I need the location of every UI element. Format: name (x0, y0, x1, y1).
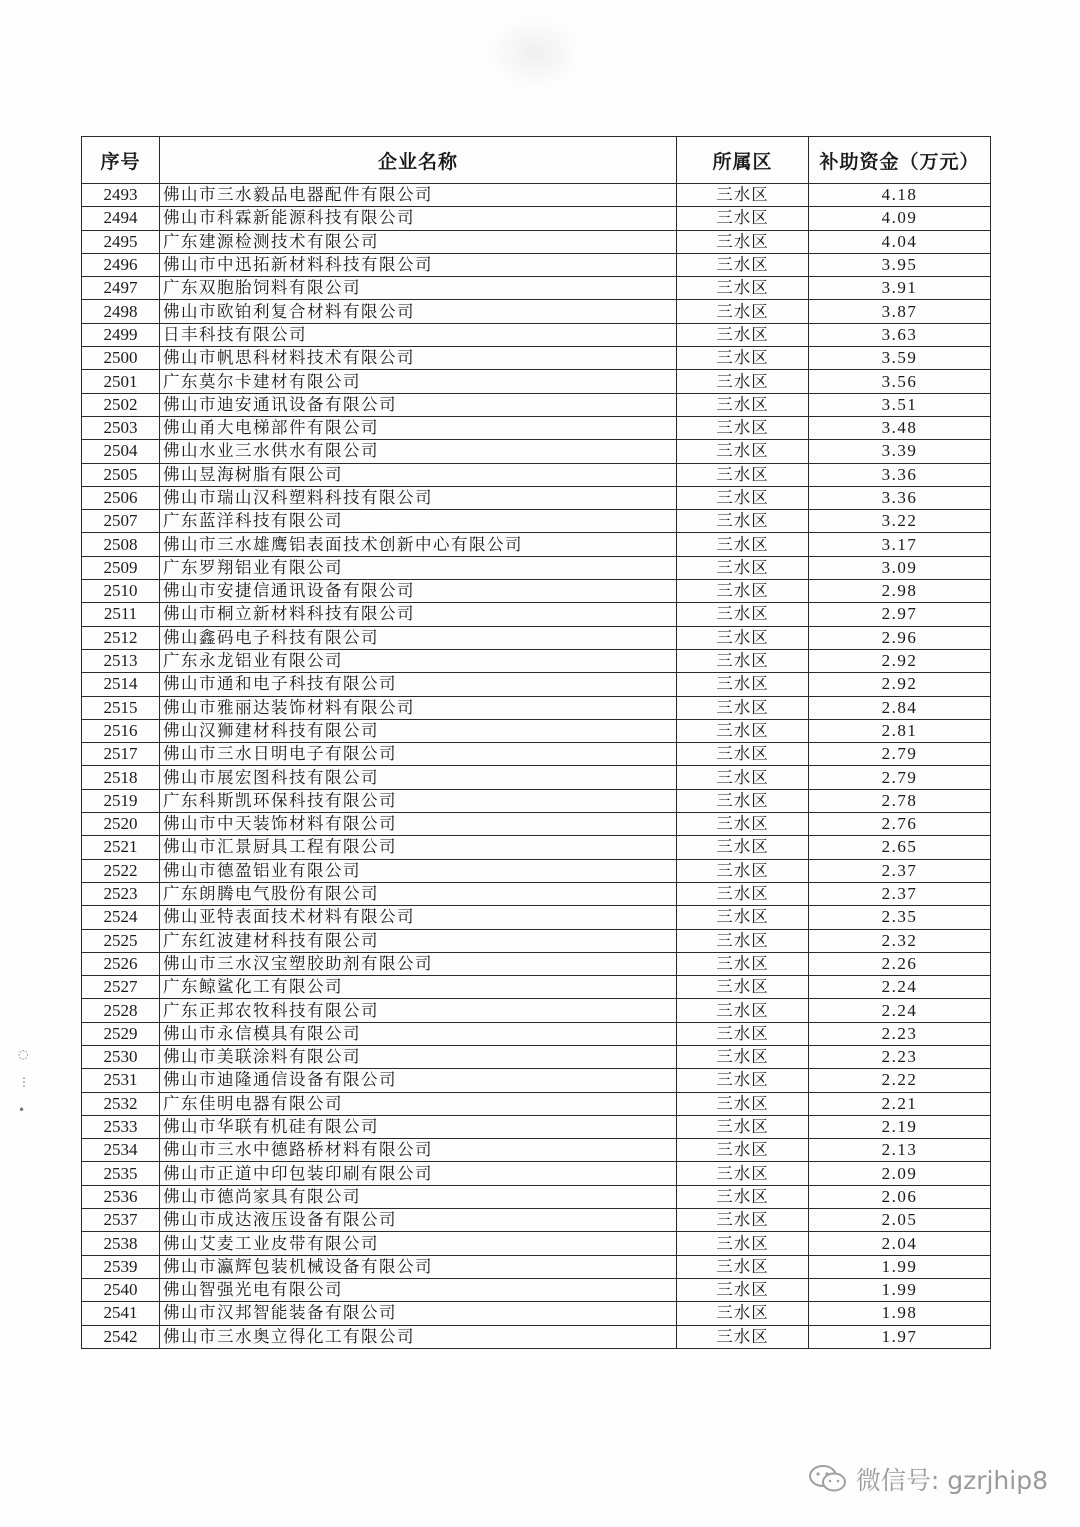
district-cell: 三水区 (677, 347, 809, 370)
table-row (82, 1325, 991, 1348)
table-row (82, 696, 991, 719)
district-cell: 三水区 (677, 1325, 809, 1348)
district-cell: 三水区 (677, 1115, 809, 1138)
table-row (82, 347, 991, 370)
table-row (82, 1022, 991, 1045)
subsidy-amount-cell: 2.09 (809, 1162, 991, 1185)
table-row (82, 416, 991, 439)
company-name-cell: 佛山市帆思科材料技术有限公司 (160, 347, 677, 370)
subsidy-amount-cell: 2.96 (809, 626, 991, 649)
subsidy-amount-cell: 2.92 (809, 649, 991, 672)
district-cell: 三水区 (677, 556, 809, 579)
table-row (82, 1278, 991, 1301)
serial-number-cell: 2503 (82, 416, 160, 439)
company-name-cell: 佛山市美联涂料有限公司 (160, 1045, 677, 1068)
district-cell: 三水区 (677, 882, 809, 905)
district-cell: 三水区 (677, 440, 809, 463)
subsidy-amount-cell: 1.97 (809, 1325, 991, 1348)
district-cell: 三水区 (677, 603, 809, 626)
table-row (82, 1069, 991, 1092)
serial-number-cell: 2517 (82, 743, 160, 766)
table-row (82, 719, 991, 742)
serial-number-cell: 2501 (82, 370, 160, 393)
subsidy-amount-cell: 4.04 (809, 230, 991, 253)
serial-number-cell: 2534 (82, 1139, 160, 1162)
table-row (82, 976, 991, 999)
company-name-cell: 佛山市瑞山汉科塑料科技有限公司 (160, 486, 677, 509)
header-row (82, 137, 991, 184)
scan-smudge (490, 18, 580, 88)
subsidy-amount-cell: 3.39 (809, 440, 991, 463)
subsidy-amount-cell: 3.63 (809, 323, 991, 346)
serial-number-cell: 2496 (82, 253, 160, 276)
serial-number-cell: 2528 (82, 999, 160, 1022)
district-cell: 三水区 (677, 743, 809, 766)
serial-number-cell: 2538 (82, 1232, 160, 1255)
company-name-cell: 佛山市中迅拓新材料科技有限公司 (160, 253, 677, 276)
table-row (82, 766, 991, 789)
table-row (82, 649, 991, 672)
wechat-icon (808, 1464, 848, 1494)
subsidy-amount-cell: 2.13 (809, 1139, 991, 1162)
serial-number-cell: 2515 (82, 696, 160, 719)
serial-number-cell: 2497 (82, 277, 160, 300)
subsidy-amount-cell: 1.98 (809, 1302, 991, 1325)
serial-number-cell: 2506 (82, 486, 160, 509)
district-cell: 三水区 (677, 1022, 809, 1045)
subsidy-amount-cell: 2.32 (809, 929, 991, 952)
table-row (82, 1209, 991, 1232)
serial-number-cell: 2541 (82, 1302, 160, 1325)
district-cell: 三水区 (677, 836, 809, 859)
subsidy-amount-cell: 3.51 (809, 393, 991, 416)
table-row (82, 1302, 991, 1325)
serial-number-cell: 2520 (82, 813, 160, 836)
district-cell: 三水区 (677, 1185, 809, 1208)
table-row (82, 603, 991, 626)
serial-number-cell: 2505 (82, 463, 160, 486)
subsidy-amount-cell: 2.84 (809, 696, 991, 719)
company-name-cell: 佛山市正道中印包装印刷有限公司 (160, 1162, 677, 1185)
serial-number-cell: 2498 (82, 300, 160, 323)
district-cell: 三水区 (677, 719, 809, 742)
subsidy-amount-cell: 3.36 (809, 486, 991, 509)
serial-number-cell: 2512 (82, 626, 160, 649)
serial-number-cell: 2522 (82, 859, 160, 882)
serial-number-cell: 2499 (82, 323, 160, 346)
district-cell: 三水区 (677, 323, 809, 346)
company-name-cell: 佛山昱海树脂有限公司 (160, 463, 677, 486)
company-name-cell: 佛山市华联有机硅有限公司 (160, 1115, 677, 1138)
subsidy-table (81, 136, 991, 1349)
serial-number-cell: 2493 (82, 184, 160, 207)
watermark-text: 微信号: gzrjhip8 (855, 1466, 1048, 1495)
subsidy-amount-cell: 2.04 (809, 1232, 991, 1255)
district-cell: 三水区 (677, 510, 809, 533)
serial-number-cell: 2494 (82, 207, 160, 230)
subsidy-amount-cell: 3.91 (809, 277, 991, 300)
district-cell: 三水区 (677, 486, 809, 509)
company-name-cell: 佛山亚特表面技术材料有限公司 (160, 906, 677, 929)
company-name-cell: 佛山智强光电有限公司 (160, 1278, 677, 1301)
district-cell: 三水区 (677, 533, 809, 556)
table-row (82, 1045, 991, 1068)
serial-number-cell: 2532 (82, 1092, 160, 1115)
serial-number-cell: 2526 (82, 952, 160, 975)
wechat-watermark (808, 1461, 1048, 1497)
serial-number-cell: 2540 (82, 1278, 160, 1301)
company-name-cell: 佛山市中天装饰材料有限公司 (160, 813, 677, 836)
subsidy-amount-cell: 2.21 (809, 1092, 991, 1115)
serial-number-cell: 2525 (82, 929, 160, 952)
subsidy-amount-cell: 2.35 (809, 906, 991, 929)
table-row (82, 836, 991, 859)
serial-number-cell: 2511 (82, 603, 160, 626)
district-cell: 三水区 (677, 1069, 809, 1092)
district-cell: 三水区 (677, 673, 809, 696)
district-cell: 三水区 (677, 952, 809, 975)
serial-number-cell: 2513 (82, 649, 160, 672)
company-name-cell: 佛山市科霖新能源科技有限公司 (160, 207, 677, 230)
district-cell: 三水区 (677, 1045, 809, 1068)
table-row (82, 1092, 991, 1115)
table-row (82, 1162, 991, 1185)
company-name-cell: 佛山市三水毅品电器配件有限公司 (160, 184, 677, 207)
district-cell: 三水区 (677, 416, 809, 439)
subsidy-amount-cell: 4.09 (809, 207, 991, 230)
subsidy-amount-cell: 4.18 (809, 184, 991, 207)
company-name-cell: 佛山市桐立新材料科技有限公司 (160, 603, 677, 626)
district-cell: 三水区 (677, 696, 809, 719)
company-name-cell: 佛山市汇景厨具工程有限公司 (160, 836, 677, 859)
table-row (82, 626, 991, 649)
district-cell: 三水区 (677, 1302, 809, 1325)
district-cell: 三水区 (677, 789, 809, 812)
subsidy-amount-cell: 2.98 (809, 580, 991, 603)
serial-number-cell: 2535 (82, 1162, 160, 1185)
table-row (82, 486, 991, 509)
header-district: 所属区 (677, 137, 809, 184)
company-name-cell: 佛山市欧铂利复合材料有限公司 (160, 300, 677, 323)
district-cell: 三水区 (677, 1255, 809, 1278)
district-cell: 三水区 (677, 1139, 809, 1162)
company-name-cell: 佛山市三水奥立得化工有限公司 (160, 1325, 677, 1348)
table-row (82, 440, 991, 463)
table-row (82, 393, 991, 416)
table-row (82, 952, 991, 975)
table-row (82, 463, 991, 486)
subsidy-amount-cell: 2.79 (809, 766, 991, 789)
subsidy-amount-cell: 2.76 (809, 813, 991, 836)
company-name-cell: 佛山汉狮建材科技有限公司 (160, 719, 677, 742)
table-row (82, 533, 991, 556)
subsidy-amount-cell: 1.99 (809, 1278, 991, 1301)
table-body (82, 184, 991, 1349)
subsidy-amount-cell: 3.17 (809, 533, 991, 556)
company-name-cell: 广东鲸鲨化工有限公司 (160, 976, 677, 999)
company-name-cell: 佛山市瀛辉包装机械设备有限公司 (160, 1255, 677, 1278)
table-row (82, 673, 991, 696)
district-cell: 三水区 (677, 766, 809, 789)
subsidy-amount-cell: 3.48 (809, 416, 991, 439)
subsidy-table-container (81, 136, 990, 1349)
serial-number-cell: 2527 (82, 976, 160, 999)
table-row (82, 859, 991, 882)
district-cell: 三水区 (677, 999, 809, 1022)
table-row (82, 999, 991, 1022)
district-cell: 三水区 (677, 859, 809, 882)
district-cell: 三水区 (677, 1278, 809, 1301)
header-serial-number: 序号 (82, 137, 160, 184)
company-name-cell: 佛山鑫码电子科技有限公司 (160, 626, 677, 649)
company-name-cell: 佛山市迪隆通信设备有限公司 (160, 1069, 677, 1092)
company-name-cell: 广东建源检测技术有限公司 (160, 230, 677, 253)
table-row (82, 813, 991, 836)
subsidy-amount-cell: 2.37 (809, 882, 991, 905)
serial-number-cell: 2536 (82, 1185, 160, 1208)
district-cell: 三水区 (677, 1092, 809, 1115)
company-name-cell: 广东朗腾电气股份有限公司 (160, 882, 677, 905)
serial-number-cell: 2542 (82, 1325, 160, 1348)
serial-number-cell: 2531 (82, 1069, 160, 1092)
table-row (82, 580, 991, 603)
serial-number-cell: 2537 (82, 1209, 160, 1232)
district-cell: 三水区 (677, 813, 809, 836)
serial-number-cell: 2507 (82, 510, 160, 533)
district-cell: 三水区 (677, 976, 809, 999)
district-cell: 三水区 (677, 1162, 809, 1185)
district-cell: 三水区 (677, 929, 809, 952)
company-name-cell: 广东双胞胎饲料有限公司 (160, 277, 677, 300)
table-row (82, 1255, 991, 1278)
table-row (82, 230, 991, 253)
company-name-cell: 广东蓝洋科技有限公司 (160, 510, 677, 533)
subsidy-amount-cell: 2.26 (809, 952, 991, 975)
company-name-cell: 佛山市通和电子科技有限公司 (160, 673, 677, 696)
subsidy-amount-cell: 2.92 (809, 673, 991, 696)
table-row (82, 370, 991, 393)
subsidy-amount-cell: 2.22 (809, 1069, 991, 1092)
district-cell: 三水区 (677, 626, 809, 649)
company-name-cell: 佛山水业三水供水有限公司 (160, 440, 677, 463)
table-row (82, 207, 991, 230)
district-cell: 三水区 (677, 277, 809, 300)
subsidy-amount-cell: 2.06 (809, 1185, 991, 1208)
district-cell: 三水区 (677, 184, 809, 207)
district-cell: 三水区 (677, 230, 809, 253)
company-name-cell: 佛山市安捷信通讯设备有限公司 (160, 580, 677, 603)
subsidy-amount-cell: 2.24 (809, 999, 991, 1022)
company-name-cell: 广东红波建材科技有限公司 (160, 929, 677, 952)
table-row (82, 323, 991, 346)
table-row (82, 1115, 991, 1138)
company-name-cell: 佛山市三水中德路桥材料有限公司 (160, 1139, 677, 1162)
company-name-cell: 日丰科技有限公司 (160, 323, 677, 346)
subsidy-amount-cell: 2.05 (809, 1209, 991, 1232)
subsidy-amount-cell: 3.59 (809, 347, 991, 370)
serial-number-cell: 2530 (82, 1045, 160, 1068)
serial-number-cell: 2521 (82, 836, 160, 859)
serial-number-cell: 2495 (82, 230, 160, 253)
company-name-cell: 佛山甬大电梯部件有限公司 (160, 416, 677, 439)
subsidy-amount-cell: 2.78 (809, 789, 991, 812)
company-name-cell: 佛山市永信模具有限公司 (160, 1022, 677, 1045)
district-cell: 三水区 (677, 393, 809, 416)
serial-number-cell: 2523 (82, 882, 160, 905)
subsidy-amount-cell: 2.23 (809, 1022, 991, 1045)
company-name-cell: 广东科斯凯环保科技有限公司 (160, 789, 677, 812)
serial-number-cell: 2502 (82, 393, 160, 416)
district-cell: 三水区 (677, 580, 809, 603)
header-company-name: 企业名称 (160, 137, 677, 184)
subsidy-amount-cell: 3.09 (809, 556, 991, 579)
company-name-cell: 佛山市三水雄鹰铝表面技术创新中心有限公司 (160, 533, 677, 556)
table-header (82, 137, 991, 184)
district-cell: 三水区 (677, 649, 809, 672)
company-name-cell: 佛山市德盈铝业有限公司 (160, 859, 677, 882)
company-name-cell: 佛山市雅丽达装饰材料有限公司 (160, 696, 677, 719)
table-row (82, 882, 991, 905)
serial-number-cell: 2508 (82, 533, 160, 556)
subsidy-amount-cell: 2.19 (809, 1115, 991, 1138)
subsidy-amount-cell: 1.99 (809, 1255, 991, 1278)
table-row (82, 556, 991, 579)
district-cell: 三水区 (677, 207, 809, 230)
company-name-cell: 佛山市德尚家具有限公司 (160, 1185, 677, 1208)
serial-number-cell: 2518 (82, 766, 160, 789)
subsidy-amount-cell: 3.22 (809, 510, 991, 533)
district-cell: 三水区 (677, 370, 809, 393)
district-cell: 三水区 (677, 463, 809, 486)
subsidy-amount-cell: 3.36 (809, 463, 991, 486)
table-row (82, 300, 991, 323)
company-name-cell: 广东正邦农牧科技有限公司 (160, 999, 677, 1022)
company-name-cell: 佛山艾麦工业皮带有限公司 (160, 1232, 677, 1255)
subsidy-amount-cell: 3.87 (809, 300, 991, 323)
subsidy-amount-cell: 2.23 (809, 1045, 991, 1068)
company-name-cell: 佛山市三水日明电子有限公司 (160, 743, 677, 766)
company-name-cell: 广东罗翔铝业有限公司 (160, 556, 677, 579)
table-row (82, 1185, 991, 1208)
district-cell: 三水区 (677, 906, 809, 929)
serial-number-cell: 2519 (82, 789, 160, 812)
serial-number-cell: 2509 (82, 556, 160, 579)
subsidy-amount-cell: 2.65 (809, 836, 991, 859)
serial-number-cell: 2500 (82, 347, 160, 370)
table-row (82, 1139, 991, 1162)
serial-number-cell: 2516 (82, 719, 160, 742)
company-name-cell: 佛山市成达液压设备有限公司 (160, 1209, 677, 1232)
district-cell: 三水区 (677, 1209, 809, 1232)
subsidy-amount-cell: 2.37 (809, 859, 991, 882)
company-name-cell: 佛山市汉邦智能装备有限公司 (160, 1302, 677, 1325)
table-row (82, 253, 991, 276)
subsidy-amount-cell: 2.81 (809, 719, 991, 742)
table-row (82, 184, 991, 207)
district-cell: 三水区 (677, 253, 809, 276)
subsidy-amount-cell: 2.24 (809, 976, 991, 999)
serial-number-cell: 2514 (82, 673, 160, 696)
company-name-cell: 广东莫尔卡建材有限公司 (160, 370, 677, 393)
serial-number-cell: 2533 (82, 1115, 160, 1138)
subsidy-amount-cell: 3.56 (809, 370, 991, 393)
table-row (82, 1232, 991, 1255)
header-subsidy-amount: 补助资金（万元） (809, 137, 991, 184)
table-row (82, 906, 991, 929)
serial-number-cell: 2524 (82, 906, 160, 929)
table-row (82, 929, 991, 952)
company-name-cell: 佛山市展宏图科技有限公司 (160, 766, 677, 789)
subsidy-amount-cell: 2.97 (809, 603, 991, 626)
company-name-cell: 广东永龙铝业有限公司 (160, 649, 677, 672)
table-row (82, 789, 991, 812)
table-row (82, 277, 991, 300)
company-name-cell: 佛山市三水汉宝塑胶助剂有限公司 (160, 952, 677, 975)
scan-margin-marks: ◌ ⋮ • (18, 1047, 30, 1117)
subsidy-amount-cell: 2.79 (809, 743, 991, 766)
serial-number-cell: 2529 (82, 1022, 160, 1045)
subsidy-amount-cell: 3.95 (809, 253, 991, 276)
serial-number-cell: 2539 (82, 1255, 160, 1278)
district-cell: 三水区 (677, 300, 809, 323)
table-row (82, 510, 991, 533)
company-name-cell: 佛山市迪安通讯设备有限公司 (160, 393, 677, 416)
serial-number-cell: 2504 (82, 440, 160, 463)
company-name-cell: 广东佳明电器有限公司 (160, 1092, 677, 1115)
table-row (82, 743, 991, 766)
serial-number-cell: 2510 (82, 580, 160, 603)
district-cell: 三水区 (677, 1232, 809, 1255)
